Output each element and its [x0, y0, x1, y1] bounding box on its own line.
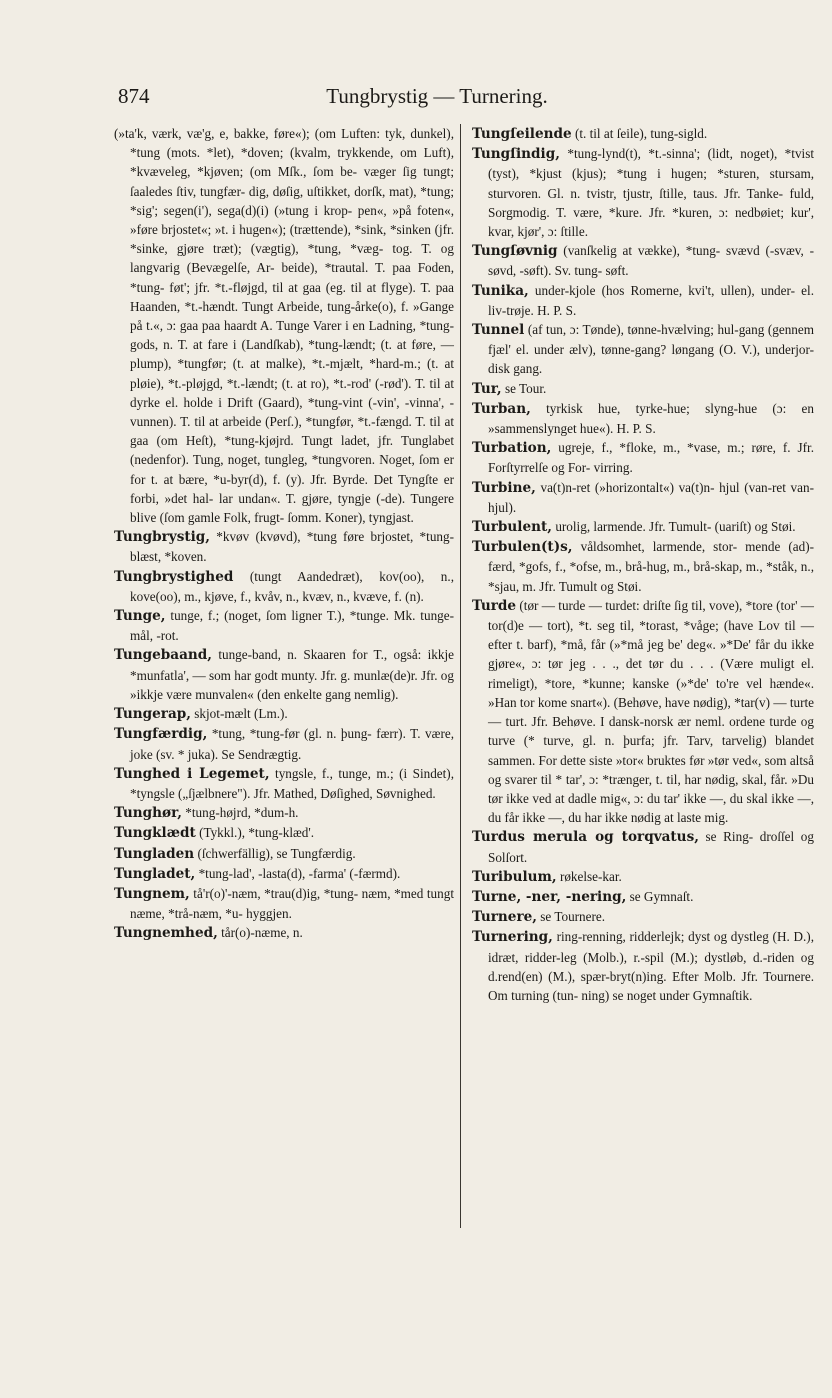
entry — [472, 478, 814, 517]
entry — [472, 887, 814, 907]
headword: Turibulum, — [472, 868, 557, 885]
entry — [114, 645, 454, 704]
headword: Tungſeilende — [472, 126, 572, 142]
entry-text: (t. til at ſeile), tung-sigld. — [571, 126, 708, 141]
entry — [114, 124, 454, 527]
entry-text: (vanſkelig at vække), *tung- svævd (-svæv, -søvd, -søft). Sv. tung- søft. — [488, 243, 814, 279]
headword: Turde — [472, 597, 517, 614]
headword: Turne, -ner, -nering, — [472, 888, 627, 905]
entry-text: ugreje, f., *floke, m., *vase, m.; røre, f. Jfr. Forſtyrrelſe og For- virring. — [488, 440, 814, 476]
entry — [472, 827, 814, 866]
headword: Turnering, — [472, 929, 553, 946]
entry-text: va(t)n-ret (»horizontalt«) va(t)n- hjul (van-ret van-hjul). — [488, 479, 814, 515]
entry-text: *tung, *tung-før (gl. n. þung- færr). T. være, joke (sv. * juka). Se Sendrægtig. — [130, 726, 454, 762]
headword: Tungſindig, — [472, 146, 560, 163]
headword: Tunika, — [472, 282, 529, 299]
entry-text: (af tun, ɔ: Tønde), tønne-hvælving; hul-gang (gennem fjæl' el. under ælv), tønne-gang? løngang (O. V.), underjor- disk gang. — [488, 322, 814, 377]
headword: Tungfærdig, — [114, 726, 208, 743]
entry-text: se Ring- droſſel og Solſort. — [488, 829, 814, 865]
headword: Tungſøvnig — [472, 243, 558, 260]
entry-text: (»ta'k, værk, væ'g, e, bakke, føre«); (om Luften: tyk, dunkel), *tung (mots. *let), *doven; (kvalm, trykkende, om Luft), *kvæveleg, *kjøven; (om Mſk., ſom be- væger ſig tungt; ſaaledes ſtiv, tungfær- dig, døſig, uſtikket, dorſk, mat), *tung; *sig'; segen(i'), sega(d)(i) (»tung i krop- pen«, »på foten«, »føre brjostet«; »t. i hugen«); (trættende), *sink, *sinken (jfr. *sinke, gjøre træt); (vægtig), *tung, *væg- tog. T. og langvarig (Bevægelſe, Ar- beide), *trautal. T. paa Foden, *tung- føt'; jfr. *t.-fløjgd, til at gaa (eg. til at flyge). T. paa Haanden, *t.-hændt. Tungt Arbeide, tung-årke(o), f. »Gange på t.«, ɔ: gaa paa haardt A. Tunge Varer i en Ladning, *tung-gods, n. T. at fare i (Landſkab), *tung-lændt; (t. at føre, — plump), *tungfør; (t. at malke), *t.-mjælt, *hard-m.; (t. at pløie), *t.-pløjgd, *t.-lændt; (t. at ro), *t.-rod' (-rød'). T. til at dyrke el. holde i Drift (Gaard), *tung-vint (-vin', -vinna', -vunnen). T. til at arbeide (Perſ.), *tungfør, *t.-fængd. T. til at gaa (om Heſt), *tung-kjøjrd. Tungt ladet, jfr. Tunglabet (nedenfor). Tung, noget, tungleg, *tungvoren. Noget, ſom er for t. at bære, *u-byr(d), f. (y). Jfr. Byrde. Det Tyngſte er forbi, »det hal- lar undan«. T. gjøre, tyngje (-de). Tungere blive (ſom gamle Folk, frugt- ſomm. Koner), tyngjast. — [114, 126, 454, 526]
headword: Tungladen — [114, 845, 195, 862]
entry — [472, 907, 814, 927]
entry — [472, 927, 814, 1005]
entry — [472, 517, 814, 537]
entry-text: røkelse-kar. — [556, 868, 622, 884]
headword: Tungnemhed, — [114, 925, 218, 942]
entry-text: *kvøv (kvøvd), *tung føre brjostet, *tung-blæst, *koven. — [130, 529, 454, 565]
entry — [114, 803, 454, 823]
entry-text: *tung-lad', -lasta(d), -farma' (-færmd). — [195, 865, 401, 881]
headword: Tunghed i Legemet, — [114, 765, 270, 782]
entry — [114, 704, 454, 724]
entry-text: (tungt Aandedræt), kov(oo), n., kove(oo), m., kjøve, f., kvåv, n., kvæv, n., kvæve, f. (n). — [130, 568, 454, 604]
entry-text: *tung-højrd, *dum-h. — [182, 805, 299, 821]
entry — [472, 596, 814, 827]
entry — [114, 844, 454, 864]
entry — [114, 527, 454, 566]
headword: Tunnel — [472, 322, 525, 339]
headword: Turbulen(t)s, — [472, 539, 573, 556]
page-number: 874 — [118, 84, 150, 108]
headword: Tunghør, — [114, 805, 182, 822]
headword: Tunge, — [114, 608, 166, 625]
headword: Tungbrystig, — [114, 529, 211, 546]
entry — [472, 124, 814, 144]
entry-text: tyngsle, f., tunge, m.; (i Sindet), *tyngsle („ſjælbnere"). Jfr. Mathed, Døſighed, Søvnighed. — [130, 765, 455, 801]
page-header — [114, 84, 720, 114]
headword: Tungebaand, — [114, 647, 213, 664]
right-column — [472, 124, 814, 1005]
entry — [114, 884, 454, 923]
headword: Turdus merula og torqvatus, — [472, 829, 699, 846]
headword: Tungerap, — [114, 706, 191, 723]
left-column — [114, 124, 454, 944]
entry-text: skjot-mælt (Lm.). — [191, 706, 288, 722]
entry — [472, 399, 814, 438]
entry-text: (Tykkl.), *tung-klæd'. — [195, 825, 315, 841]
entry-text: (ſchwerfällig), se Tungfærdig. — [194, 845, 356, 861]
entry — [114, 923, 454, 943]
entry — [472, 281, 814, 320]
headword: Tur, — [472, 380, 502, 397]
entry — [114, 606, 454, 645]
column-divider — [460, 124, 461, 1228]
entry — [114, 724, 454, 763]
entry-text: tunge-band, n. Skaaren for T., også: ikkje *munfatla', — som har godt munty. Jfr. g. munlæ(de)r. Jfr. og »ikkje være munvalen« (den enkelte gang nemlig). — [130, 647, 454, 702]
headword: Turbine, — [472, 479, 536, 496]
headword: Turnere, — [472, 909, 537, 926]
entry — [472, 144, 814, 241]
entry — [114, 864, 454, 884]
entry-text: tå'r(o)'-næm, *trau(d)ig, *tung- næm, *med tungt næme, *trå-næm, *u- hyggjen. — [130, 885, 454, 922]
entry-text: tunge, f.; (noget, ſom ligner T.), *tunge. Mk. tunge-mål, -rot. — [130, 608, 454, 644]
entry-text: se Tournere. — [537, 909, 606, 925]
running-head: Tungbrystig — Turnering. — [326, 84, 548, 108]
entry — [472, 241, 814, 280]
entry — [472, 320, 814, 379]
entry-text: under-kjole (hos Romerne, kvi't, ullen), under- el. liv-trøje. H. P. S. — [488, 282, 814, 318]
entry-text: se Gymnaſt. — [626, 888, 694, 904]
entry — [114, 567, 454, 606]
entry-text: *tung-lynd(t), *t.-sinna'; (lidt, noget), *tvist (tyst), *kjust (kjus); *tung i hugen; *sturen, stursam, sturvoren. Gl. n. tvistr, tjustr, ſtille, taus. Jfr. Tanke- fuld, Sorgmodig. T. være, *kure. Jfr. *kuren, ɔ: nedbøiet; kur', kvar, kjør', ɔ: ſtille. — [488, 146, 814, 240]
entry-text: ring-renning, ridderlejk; dyst og dystleg (H. D.), idræt, ridder-leg (Molb.), r.-spil (M.); dystløb, d.-riden og d.rend(en) (M.), spær-bryt(n)ing. Efter Molb. Jfr. Tournere. Om turning (tun- ning) se noget under Gymnaſtik. — [488, 929, 814, 1003]
entry — [472, 867, 814, 887]
headword: Turbulent, — [472, 519, 553, 536]
entry-text: (tør — turde — turdet: driſte ſig til, vove), *tore (tor' — tor(d)e — tort), *t. seg til, *torast, *våge; (have Lov til — efter t. barf), *må, får (»*må jeg be' deg«. »*De' får du ikke gjøre«, ɔ: tør jeg . . ., det tør du . . . (Være muligt el. rimeligt), *tore, *kunne; kanske (»*de' to're vel hænde«. »Han tor kome snart«). (Behøve, have nødig), *tar(v) — turte — turt. Jfr. Behøve. I dansk-norsk ær neml. ordene turde og turve (* turve, gl. n. þurfa; jfr. Tarv, tarvelig) blandet sammen. For dette siste »tor« bruktes før »tør ved«, som altså og svarer til * tar', ɔ: *trænger, t. til, har nødig, skal, får. »Du tør ikke ved at dadle mig«, ɔ: du tar' ikke —, du skal ikke —, du får ikke —, du har ikke nødig at laste mig. — [488, 597, 814, 826]
entry-text: våldsomhet, larmende, stor- mende (ad)-færd, *gofs, f., *ofse, m., brå-hug, m., brå-skap, m., *ståk, n., *sjau, m. Jfr. Tumult og Støi. — [488, 539, 814, 594]
headword: Tungbrystighed — [114, 568, 234, 585]
headword: Tungladet, — [114, 865, 196, 882]
entry — [472, 438, 814, 477]
headword: Turban, — [472, 400, 531, 417]
entry — [114, 823, 454, 843]
headword: Turbation, — [472, 440, 552, 457]
entry — [472, 379, 814, 399]
entry — [114, 764, 454, 803]
headword: Tungnem, — [114, 885, 190, 902]
entry-text: se Tour. — [501, 380, 547, 396]
entry — [472, 537, 814, 596]
entry-text: urolig, larmende. Jfr. Tumult- (uariſt) og Støi. — [552, 519, 796, 535]
entry-text: tyrkisk hue, tyrke-hue; slyng-hue (ɔ: en »sammenslynget hue«). H. P. S. — [488, 400, 814, 437]
headword: Tungklædt — [114, 825, 196, 842]
entry-text: tår(o)-næme, n. — [217, 925, 303, 941]
